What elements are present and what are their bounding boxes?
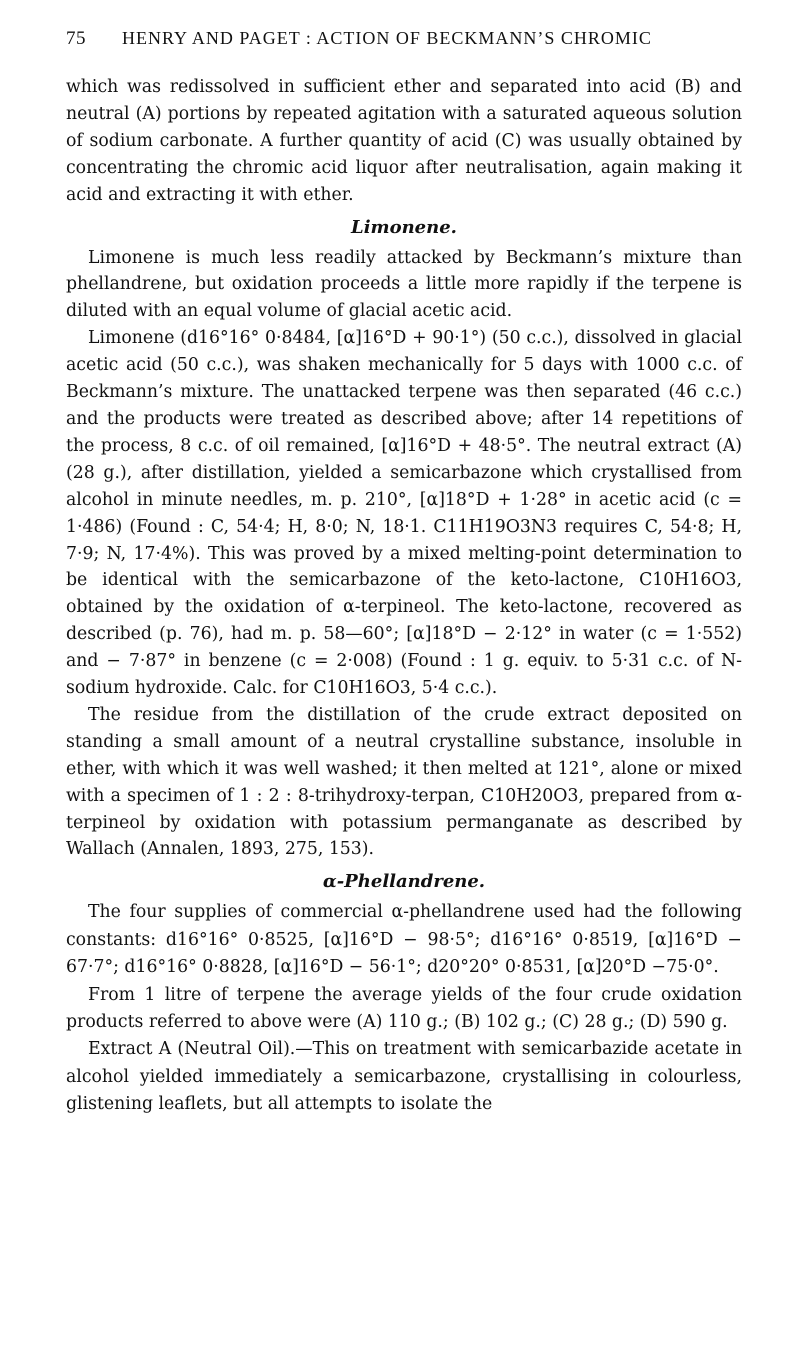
running-title: HENRY AND PAGET : ACTION OF BECKMANN’S CHROMIC xyxy=(122,28,652,48)
paragraph-residue: The residue from the distillation of the crude extract deposited on standing a small amount of a neutral crystalline substance, insoluble in ether, with which it was well washed; it then melted at 121°, alone or mixed with a specimen of 1 : 2 : 8-trihydroxy-terpan, C10H20O3, prepared from α-terpineol by oxidation with potassium permanganate as described by Wallach (Annalen, 1893, 275, 153). xyxy=(66,704,742,860)
running-header xyxy=(66,28,742,64)
paragraph-extraction: which was redissolved in sufficient ether and separated into acid (B) and neutral (A) portions by repeated agitation with a saturated aqueous solution of sodium carbonate. A further quantity of acid (C) was usually obtained by concentrating the chromic acid liquor after neutralisation, again making it acid and extracting it with ether. xyxy=(66,77,742,205)
page-number: 75 xyxy=(66,28,86,49)
section-heading-phellandrene: α-Phellandrene. xyxy=(322,871,486,893)
paragraph-constants: The four supplies of commercial α-phellandrene used had the following constants: d16°16° 0·8525, [α]16°D − 98·5°; d16°16° 0·8519, [α]16°D − 67·7°; d16°16° 0·8828, [α]16°D − 56·1°; d20°20° 0·8531, [α]20°D −75·0°. xyxy=(66,902,742,978)
paragraph-limonene-intro: Limonene is much less readily attacked by Beckmann’s mixture than phellandrene, but oxidation proceeds a little more rapidly if the terpene is diluted with an equal volume of glacial acetic acid. xyxy=(66,247,742,322)
paragraph-extract-a: Extract A (Neutral Oil).—This on treatment with semicarbazide acetate in alcohol yielded immediately a semicarbazone, crystallising in colourless, glistening leaflets, but all attempts to isolate the xyxy=(66,1039,742,1115)
document-page xyxy=(66,28,742,1119)
phellandrene-block xyxy=(66,899,742,1118)
section-heading-limonene: Limonene. xyxy=(351,216,457,238)
paragraph-limonene-experiment: Limonene (d16°16° 0·8484, [α]16°D + 90·1°) (50 c.c.), dissolved in glacial acetic acid (50 c.c.), was shaken mechanically for 5 days with 1000 c.c. of Beckmann’s mixture. The unattacked terpene was then separated (46 c.c.) and the products were treated as described above; after 14 repetitions of the process, 8 c.c. of oil remained, [α]16°D + 48·5°. The neutral extract (A) (28 g.), after distillation, yielded a semicarbazone which crystallised from alcohol in minute needles, m. p. 210°, [α]18°D + 1·28° in acetic acid (c = 1·486) (Found : C, 54·4; H, 8·0; N, 18·1. C11H19O3N3 requires C, 54·8; H, 7·9; N, 17·4%). This was proved by a mixed melting-point determination to be identical with the semicarbazone of the keto-lactone, C10H16O3, obtained by the oxidation of α-terpineol. The keto-lactone, recovered as described (p. 76), had m. p. 58—60°; [α]18°D − 2·12° in water (c = 1·552) and − 7·87° in benzene (c = 2·008) (Found : 1 g. equiv. to 5·31 c.c. of N-sodium hydroxide. Calc. for C10H16O3, 5·4 c.c.). xyxy=(66,328,742,699)
paragraph-yields: From 1 litre of terpene the average yields of the four crude oxidation products referred to above were (A) 110 g.; (B) 102 g.; (C) 28 g.; (D) 590 g. xyxy=(66,984,742,1032)
